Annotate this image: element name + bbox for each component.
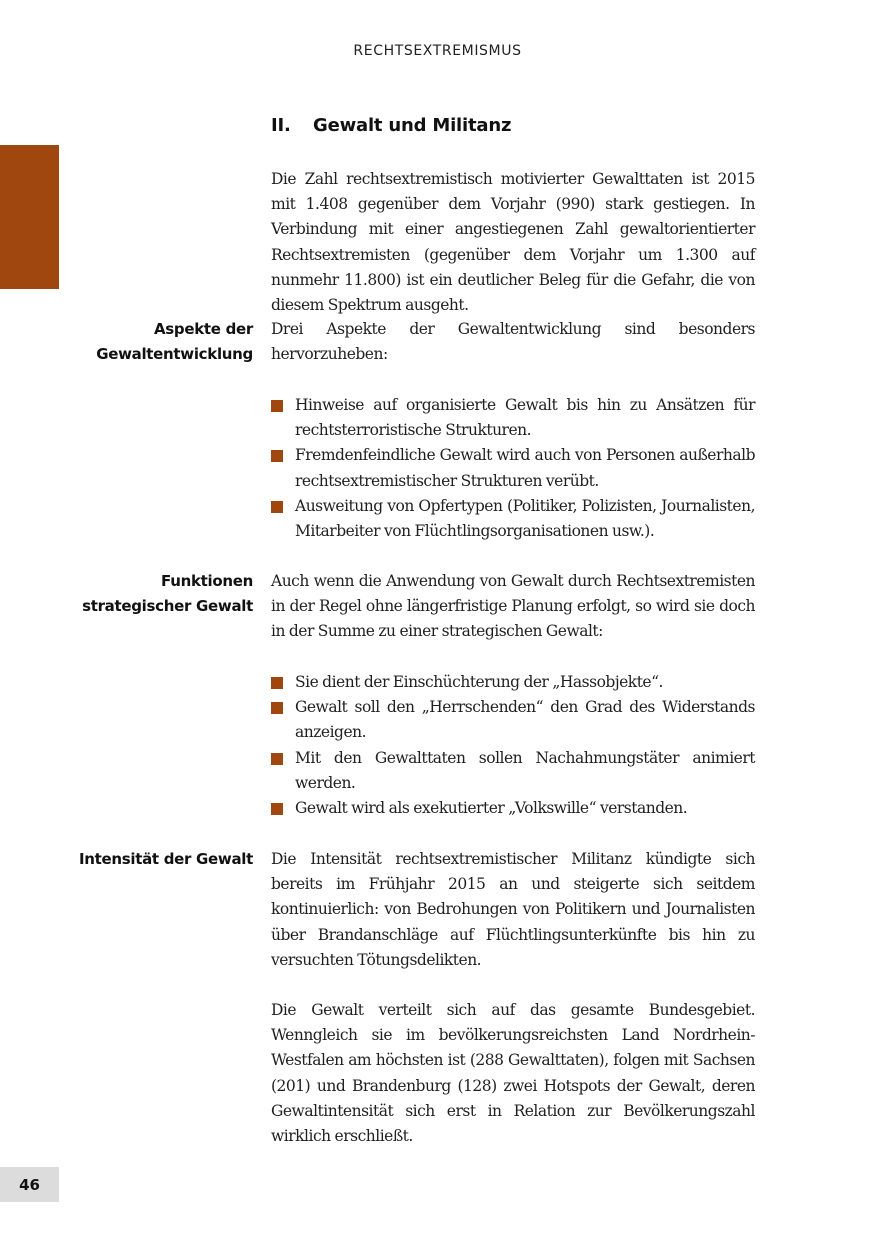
section-number: II.	[271, 115, 291, 136]
intensitaet-paragraph-1: Die Intensität rechtsextremistischer Militanz kündigte sich bereits im Frühjahr 2015 an und steigerte sich seitdem kontinuierlich: von Bedrohungen von Politikern und Journalisten über Brandanschläge auf Flüchtlingsunterkünfte bis hin zu versuchten Tötungsdelikten.	[271, 850, 755, 969]
aspekte-paragraph: Drei Aspekte der Gewaltentwicklung sind besonders hervorzuheben:	[271, 320, 755, 364]
chapter-side-tab	[0, 145, 59, 289]
square-bullet-icon	[271, 400, 283, 412]
margin-label-intensitaet: Intensität der Gewalt	[78, 850, 253, 868]
list-item	[271, 443, 755, 493]
square-bullet-icon	[271, 501, 283, 513]
square-bullet-icon	[271, 677, 283, 689]
page-number: 46	[0, 1167, 59, 1202]
list-item	[271, 695, 755, 745]
margin-label-aspekte	[53, 317, 253, 367]
list-item-text: Gewalt soll den „Herrschenden“ den Grad des Widerstands anzeigen.	[295, 698, 755, 742]
list-item	[271, 796, 755, 821]
aspekte-bullet-list	[271, 393, 755, 544]
list-item	[271, 670, 755, 695]
margin-label-line: Funktionen	[161, 572, 253, 590]
intro-paragraph: Die Zahl rechtsextremistisch motivierter Gewalttaten ist 2015 mit 1.408 gegenüber dem Vorjahr (990) stark gestiegen. In Verbindung mit einer angestiegenen Zahl gewaltorientierter Rechtsextremisten (gegenüber dem Vorjahr um 1.300 auf nunmehr 11.800) ist ein deutlicher Beleg für die Gefahr, die von diesem Spektrum ausgeht.	[271, 170, 755, 315]
square-bullet-icon	[271, 450, 283, 462]
list-item	[271, 746, 755, 796]
list-item-text: Ausweitung von Opfertypen (Politiker, Polizisten, Journalisten, Mitarbeiter von Flüchtlingsorganisationen usw.).	[295, 496, 755, 541]
margin-label-line: Gewaltentwicklung	[96, 345, 253, 364]
section-heading	[271, 115, 511, 136]
list-item-text: Sie dient der Einschüchterung der „Hassobjekte“.	[295, 673, 663, 691]
list-item	[271, 494, 755, 544]
list-item	[271, 393, 755, 443]
square-bullet-icon	[271, 702, 283, 714]
margin-label-line: Aspekte der	[154, 320, 253, 338]
funktionen-bullet-list	[271, 670, 755, 821]
margin-label-line: strategischer Gewalt	[82, 597, 253, 616]
square-bullet-icon	[271, 753, 283, 765]
list-item-text: Mit den Gewalttaten sollen Nachahmungstäter animiert werden.	[295, 748, 755, 792]
square-bullet-icon	[271, 803, 283, 815]
running-head: RECHTSEXTREMISMUS	[353, 43, 522, 59]
list-item-text: Fremdenfeindliche Gewalt wird auch von Personen außerhalb rechtsextremistischer Strukturen verübt.	[295, 446, 755, 490]
list-item-text: Hinweise auf organisierte Gewalt bis hin zu Ansätzen für rechtsterroristische Strukturen.	[295, 396, 755, 440]
section-title: Gewalt und Militanz	[313, 115, 512, 136]
margin-label-funktionen	[53, 569, 253, 619]
list-item-text: Gewalt wird als exekutierter „Volkswille“ verstanden.	[295, 799, 688, 818]
funktionen-paragraph: Auch wenn die Anwendung von Gewalt durch Rechtsextremisten in der Regel ohne längerfristige Planung erfolgt, so wird sie doch in der Summe zu einer strategischen Gewalt:	[271, 572, 755, 641]
intensitaet-paragraph-2: Die Gewalt verteilt sich auf das gesamte Bundesgebiet. Wenngleich sie im bevölkerungsreichsten Land Nordrhein-Westfalen am höchsten ist (288 Gewalttaten), folgen mit Sachsen (201) und Brandenburg (128) zwei Hotspots der Gewalt, deren Gewaltintensität sich erst in Relation zur Bevölkerungszahl wirklich erschließt.	[271, 1001, 755, 1146]
